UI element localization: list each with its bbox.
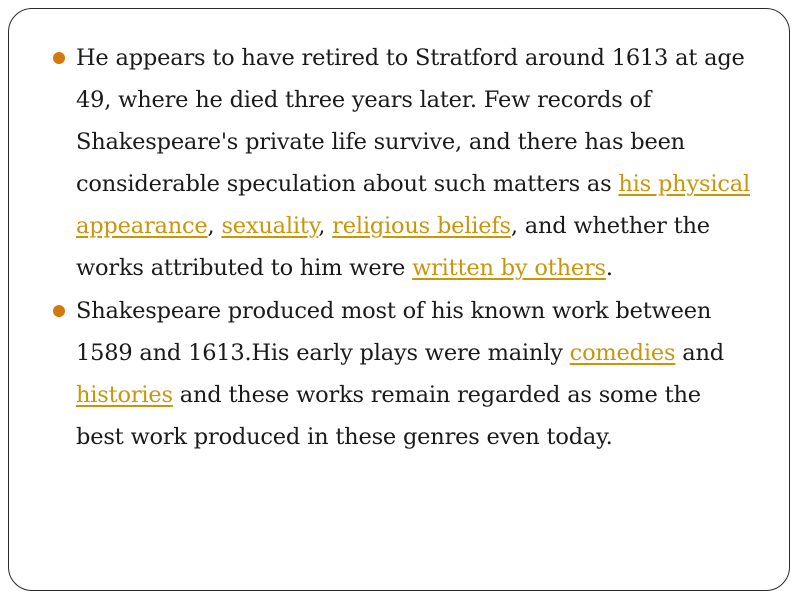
bullet-text: , (207, 213, 222, 239)
bullet-item-works (50, 290, 750, 458)
bullet-item-retirement (50, 37, 750, 289)
bullet-text: . (605, 255, 613, 281)
link-written-by-others[interactable]: written by others (412, 255, 606, 281)
link-religious-beliefs[interactable]: religious beliefs (332, 213, 511, 239)
bullet-text: , and whether the works attributed to him were (76, 213, 710, 281)
bullet-dot-icon (53, 305, 65, 317)
bullet-text: , (318, 213, 333, 239)
slide-content (50, 37, 750, 459)
bullet-text: and these works remain regarded as some the best work produced in these genres even today. (76, 382, 701, 450)
link-histories[interactable]: histories (76, 382, 173, 408)
bullet-dot-icon (53, 52, 65, 64)
link-comedies[interactable]: comedies (569, 340, 676, 366)
bullet-list (50, 37, 750, 458)
link-sexuality[interactable]: sexuality (221, 213, 319, 239)
link-physical-appearance[interactable]: his physical appearance (76, 171, 750, 239)
bullet-text: and (675, 340, 725, 366)
bullet-text: He appears to have retired to Stratford around 1613 at age 49, where he died three years later. Few records of Shakespeare's private life survive, and there has been considerable speculation about such matters as (76, 45, 745, 197)
bullet-text: Shakespeare produced most of his known work between 1589 and 1613.His early plays were mainly (76, 298, 712, 366)
